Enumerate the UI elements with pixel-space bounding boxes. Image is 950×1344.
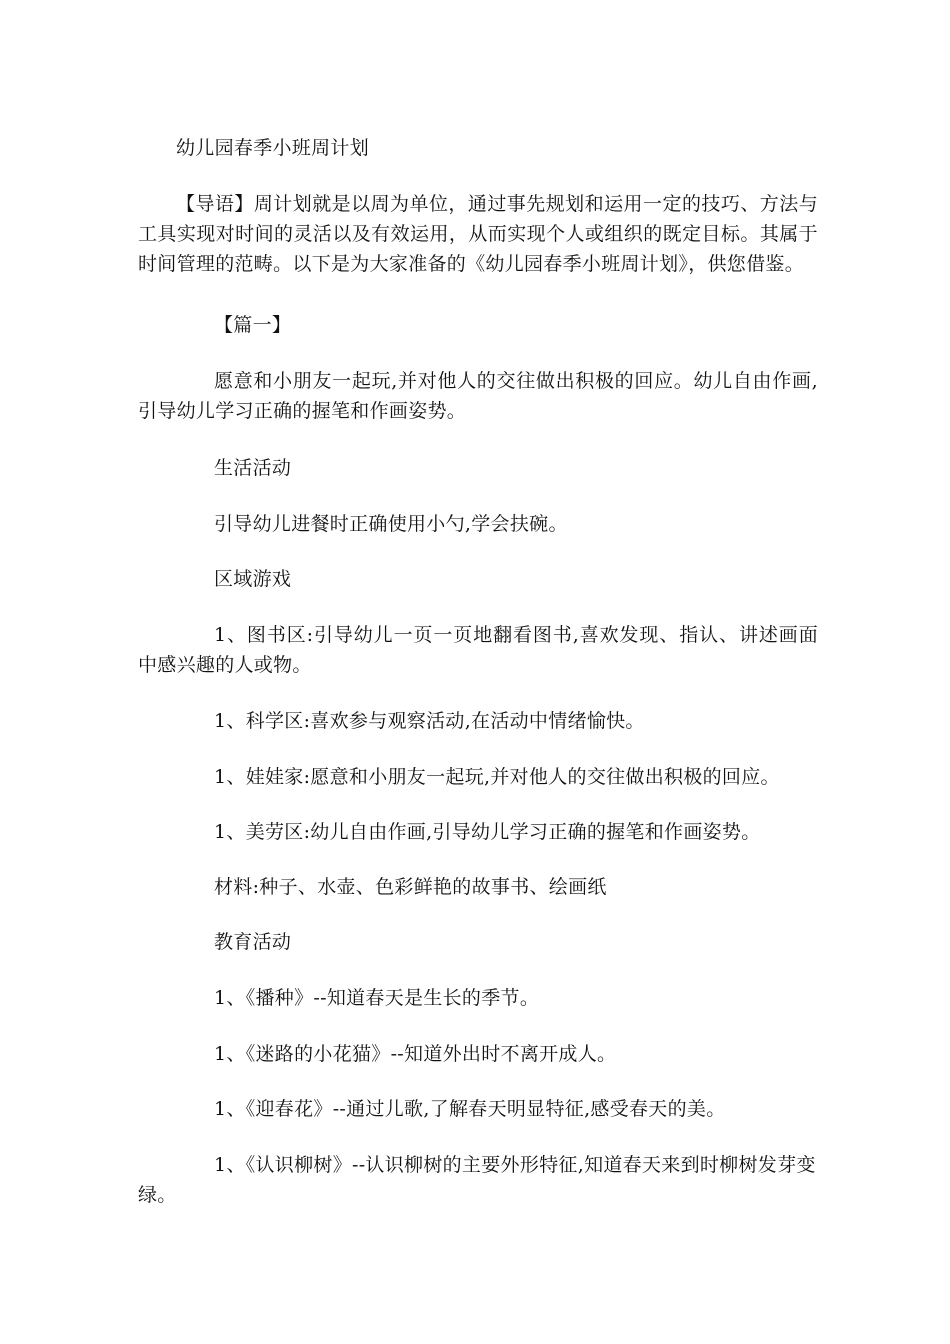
area-item-library: 1、图书区:引导幼儿一页一页地翻看图书,喜欢发现、指认、讲述画面中感兴趣的人或物。 — [138, 624, 818, 676]
materials-text: 材料:种子、水壶、色彩鲜艳的故事书、绘画纸 — [214, 876, 607, 898]
education-item-willow: 1、《认识柳树》--认识柳树的主要外形特征,知道春天来到时柳树发芽变绿。 — [138, 1154, 816, 1206]
area-item-science: 1、科学区:喜欢参与观察活动,在活动中情绪愉快。 — [214, 710, 645, 732]
area-game-heading: 区域游戏 — [214, 568, 292, 590]
life-activity-text: 引导幼儿进餐时正确使用小勺,学会扶碗。 — [214, 513, 568, 535]
education-item-sowing: 1、《播种》--知道春天是生长的季节。 — [214, 987, 540, 1009]
intro-paragraph: 【导语】周计划就是以周为单位，通过事先规划和运用一定的技巧、方法与工具实现对时间的灵活以及有效运用，从而实现个人或组织的既定目标。其属于时间管理的范畴。以下是为大家准备的《幼儿园春季小班周计划》，供您借鉴。 — [138, 193, 818, 275]
education-item-lost-cat: 1、《迷路的小花猫》--知道外出时不离开成人。 — [214, 1043, 617, 1065]
section-heading: 【篇一】 — [214, 314, 292, 336]
goal-paragraph: 愿意和小朋友一起玩,并对他人的交往做出积极的回应。幼儿自由作画,引导幼儿学习正确的握笔和作画姿势。 — [138, 370, 818, 422]
life-activity-heading: 生活活动 — [214, 457, 292, 479]
area-item-dollhouse: 1、娃娃家:愿意和小朋友一起玩,并对他人的交往做出积极的回应。 — [214, 766, 780, 788]
education-item-jasmine: 1、《迎春花》--通过儿歌,了解春天明显特征,感受春天的美。 — [214, 1098, 726, 1120]
area-item-art: 1、美劳区:幼儿自由作画,引导幼儿学习正确的握笔和作画姿势。 — [214, 821, 761, 843]
education-activity-heading: 教育活动 — [214, 931, 292, 953]
document-title: 幼儿园春季小班周计划 — [176, 137, 370, 159]
